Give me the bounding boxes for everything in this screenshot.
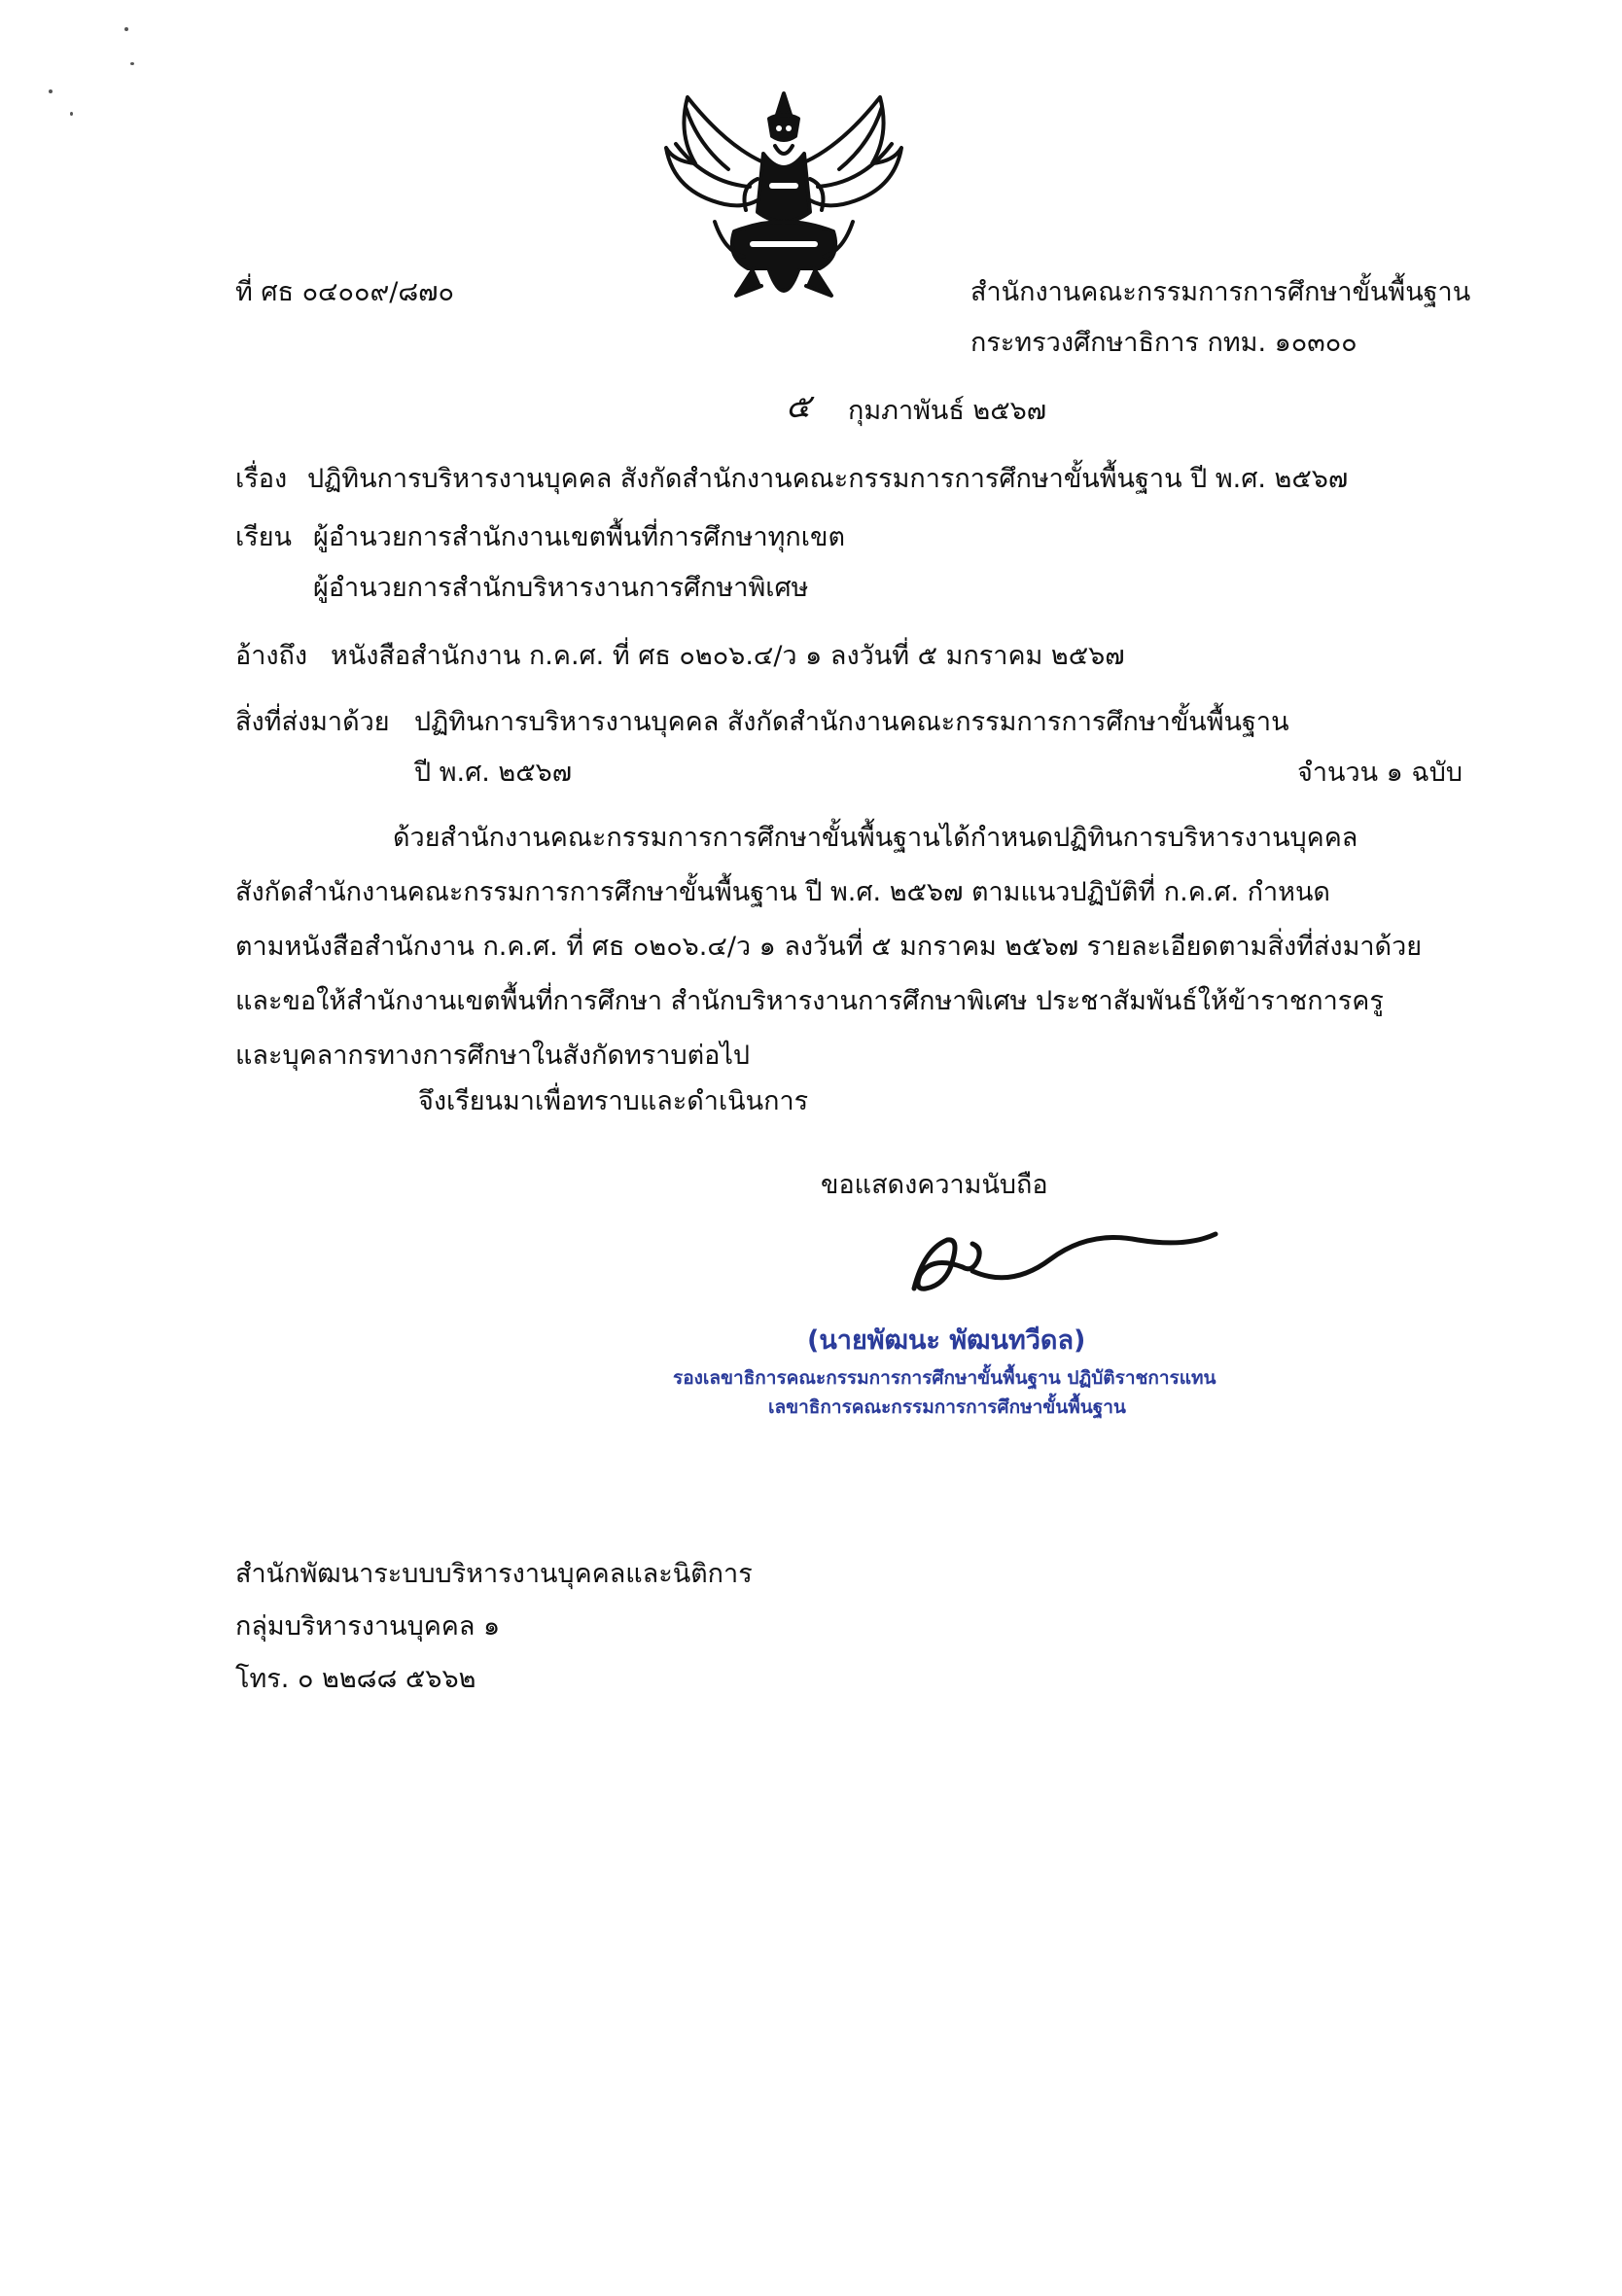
recipient-label: เรียน — [235, 522, 293, 552]
subject-label: เรื่อง — [235, 464, 288, 494]
footer-phone: โทร. ๐ ๒๒๘๘ ๕๖๖๒ — [235, 1664, 476, 1694]
body-line: และบุคลากรทางการศึกษาในสังกัดทราบต่อไป — [235, 1041, 751, 1071]
body-line: และขอให้สำนักงานเขตพื้นที่การศึกษา สำนักบริหารงานการศึกษาพิเศษ ประชาสัมพันธ์ให้ข้าราชการครู — [235, 986, 1384, 1016]
signer-title-2: เลขาธิการคณะกรรมการการศึกษาขั้นพื้นฐาน — [768, 1396, 1126, 1418]
date-month-year: กุมภาพันธ์ ๒๕๖๗ — [848, 396, 1047, 426]
body-line: ตามหนังสือสำนักงาน ก.ค.ศ. ที่ ศธ ๐๒๐๖.๔/ว ๑ ลงวันที่ ๕ มกราคม ๒๕๖๗ รายละเอียดตามสิ่งที่ส่งมาด้วย — [235, 932, 1423, 962]
salutation: ขอแสดงความนับถือ — [821, 1170, 1048, 1200]
enclosure-line-2: ปี พ.ศ. ๒๕๖๗ — [414, 758, 573, 788]
handwritten-signature-icon — [904, 1220, 1225, 1318]
subject-text: ปฏิทินการบริหารงานบุคคล สังกัดสำนักงานคณะกรรมการการศึกษาขั้นพื้นฐาน ปี พ.ศ. ๒๕๖๗ — [307, 464, 1349, 494]
scan-speck — [49, 89, 53, 93]
reference-label: อ้างถึง — [235, 641, 308, 671]
body-paragraph — [235, 811, 1470, 1083]
closing-request: จึงเรียนมาเพื่อทราบและดำเนินการ — [418, 1086, 809, 1116]
issuing-office-line-2: กระทรวงศึกษาธิการ กทม. ๑๐๓๐๐ — [970, 328, 1358, 358]
footer-group: กลุ่มบริหารงานบุคคล ๑ — [235, 1611, 501, 1642]
enclosure-count: จำนวน ๑ ฉบับ — [1297, 758, 1463, 788]
signer-title-1: รองเลขาธิการคณะกรรมการการศึกษาขั้นพื้นฐาน ปฏิบัติราชการแทน — [673, 1367, 1216, 1389]
enclosure-line-1: ปฏิทินการบริหารงานบุคคล สังกัดสำนักงานคณะกรรมการการศึกษาขั้นพื้นฐาน — [414, 707, 1289, 737]
footer-unit: สำนักพัฒนาระบบบริหารงานบุคคลและนิติการ — [235, 1559, 753, 1589]
date-day-handwritten: ๕ — [786, 387, 811, 426]
signer-name: (นายพัฒนะ พัฒนทวีดล) — [807, 1325, 1086, 1356]
reference-number: ที่ ศธ ๐๔๐๐๙/๘๗๐ — [235, 277, 454, 307]
scan-speck — [130, 62, 134, 65]
enclosure-label: สิ่งที่ส่งมาด้วย — [235, 707, 390, 737]
body-line: สังกัดสำนักงานคณะกรรมการการศึกษาขั้นพื้นฐาน ปี พ.ศ. ๒๕๖๗ ตามแนวปฏิบัติที่ ก.ค.ศ. กำหนด — [235, 877, 1330, 907]
scan-speck — [70, 112, 73, 116]
recipient-line-2: ผู้อำนวยการสำนักบริหารงานการศึกษาพิเศษ — [313, 573, 809, 603]
body-line: ด้วยสำนักงานคณะกรรมการการศึกษาขั้นพื้นฐานได้กำหนดปฏิทินการบริหารงานบุคคล — [393, 823, 1358, 853]
garuda-emblem-icon — [656, 86, 911, 319]
scan-speck — [124, 27, 128, 31]
issuing-office-line-1: สำนักงานคณะกรรมการการศึกษาขั้นพื้นฐาน — [970, 277, 1471, 307]
reference-text: หนังสือสำนักงาน ก.ค.ศ. ที่ ศธ ๐๒๐๖.๔/ว ๑ ลงวันที่ ๕ มกราคม ๒๕๖๗ — [331, 641, 1125, 671]
recipient-line-1: ผู้อำนวยการสำนักงานเขตพื้นที่การศึกษาทุกเขต — [313, 522, 845, 552]
